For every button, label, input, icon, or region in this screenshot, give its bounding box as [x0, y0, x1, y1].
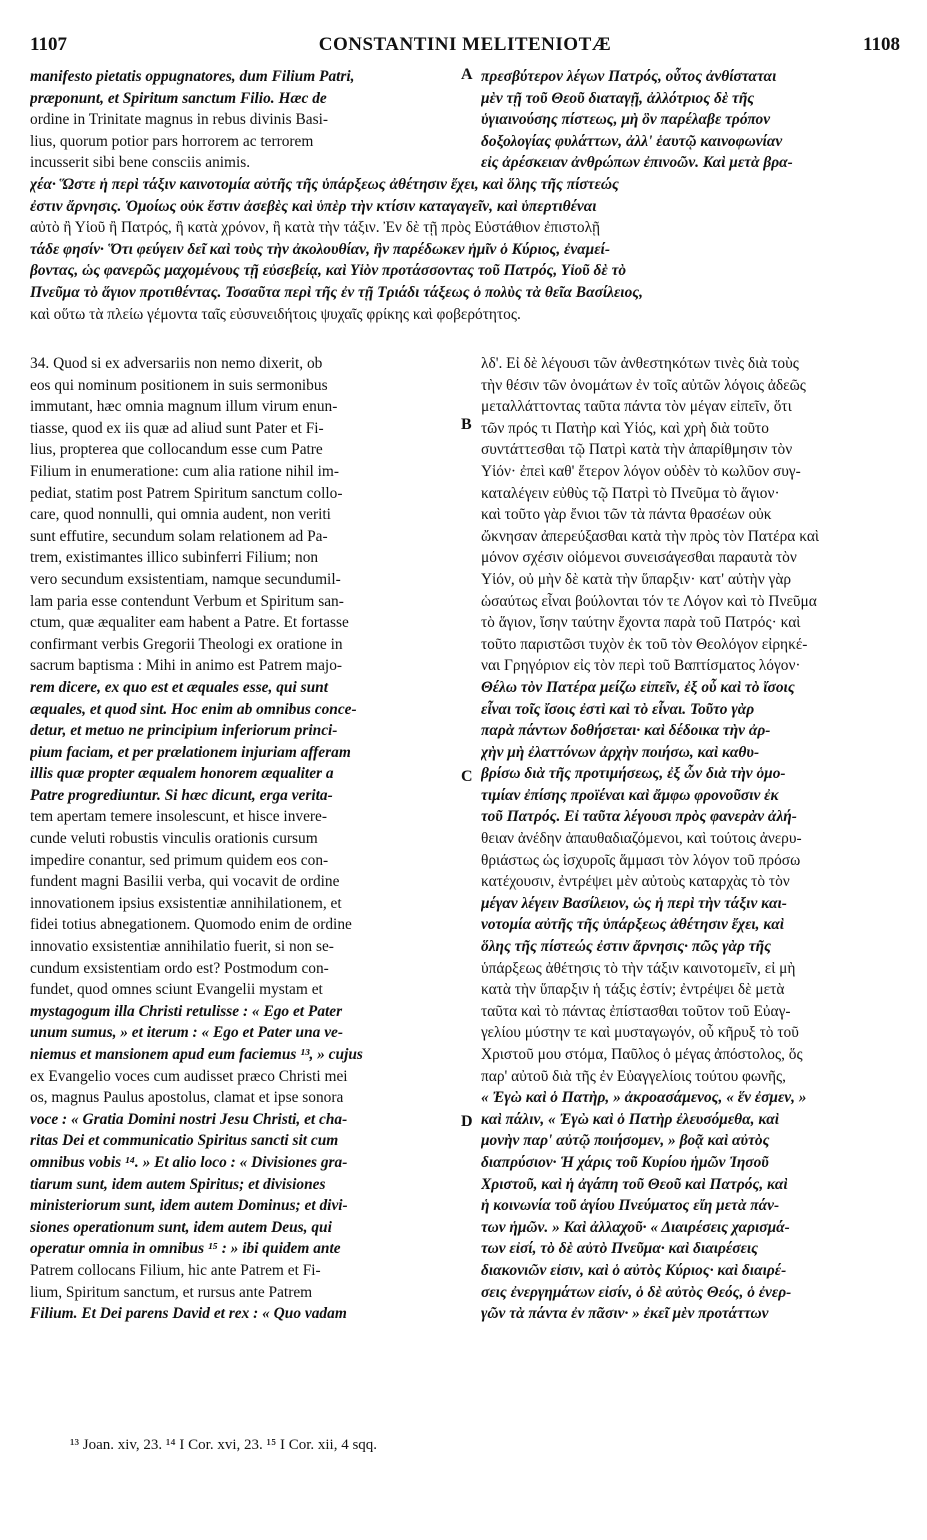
text-line: ὑγιαινούσης πίστεως, μὴ ὃν παρέλαβε τρόπον	[481, 111, 771, 129]
text-line: βοντας, ὡς φανερῶς μαχομένους τῇ εὐσεβείᾳ, καὶ Υἱὸν προτάσσοντας τοῦ Πατρός, Υἱοῦ δὲ τὸ	[30, 262, 627, 280]
text-line: παρὰ πάντων δοθήσεται· καὶ δέδοικα τὴν ἀρ-	[481, 722, 771, 740]
text-line: ministeriorum sunt, idem autem Dominus; et divi-	[30, 1197, 348, 1215]
text-line: operatur omnia in omnibus ¹⁵ : » ibi quidem ante	[30, 1240, 341, 1258]
text-line: ὑπάρξεως ἀθέτησις τὸ τὴν τάξιν καινοτομεῖν, εἰ μὴ	[481, 959, 796, 977]
text-line: των εἰσί, τὸ δὲ αὐτὸ Πνεῦμα· καὶ διαιρέσεις	[481, 1240, 758, 1258]
text-line: manifesto pietatis oppugnatores, dum Filium Patri,	[30, 68, 355, 85]
text-line: τὴν θέσιν τῶν ὀνομάτων ἐν τοῖς αὐτῶν λόγοις ἀδεῶς	[481, 376, 806, 394]
text-line: incusserit sibi bene consciis animis.	[30, 154, 251, 172]
text-line: 34. Quod si ex adversariis non nemo dixerit, ob	[30, 355, 323, 372]
text-line: μεταλλάττοντας ταῦτα πάντα τὸν μέγαν εἰπεῖν, ὅτι	[481, 398, 792, 416]
text-line: συντάττεσθαι τῷ Πατρὶ κατὰ τὴν ἀπαρίθμησιν τὸν	[481, 441, 793, 459]
text-line: æquales, et quod sint. Hoc enim ab omnibus conce-	[30, 700, 357, 718]
text-line: τοῦ Πατρός. Εἰ ταῦτα λέγουσι πρὸς φανερὰν ἀλή-	[481, 808, 797, 826]
text-line: vero secundum exsistentiam, namque secundumil-	[30, 570, 341, 588]
page-number-right: 1108	[863, 34, 900, 55]
text-line: Filium. Et Dei parens David et rex : « Quo vadam	[30, 1305, 347, 1323]
text-line: siones operationum sunt, idem autem Deus, qui	[30, 1218, 332, 1236]
section-marker-c: C	[461, 768, 473, 785]
text-line: cundum exsistentiam ordo est? Postmodum con-	[30, 959, 329, 977]
text-line: κατέχουσιν, ἐντρέψει μὲν αὐτοὺς καταρχὰς τὸ τὸν	[481, 873, 790, 891]
text-line: tiasse, quod ex iis quæ ad aliud sunt Pater et Fi-	[30, 419, 324, 437]
text-line: ὡσαύτως εἶναι βούλονται τόν τε Λόγον καὶ τὸ Πνεῦμα	[481, 592, 817, 610]
text-line: omnibus vobis ¹⁴. » Et alio loco : « Divisiones gra-	[30, 1153, 348, 1171]
text-line: τοῦτο παριστῶσι τυχὸν ἐκ τοῦ τὸν Θεολόγον εἰρηκέ-	[481, 635, 808, 653]
text-line: παρ' αὐτοῦ διὰ τῆς ἐν Εὐαγγελίοις τούτου φωνῆς,	[481, 1067, 786, 1085]
text-line: διαπρύσιον· Ἡ χάρις τοῦ Κυρίου ἡμῶν Ἰησοῦ	[481, 1153, 769, 1171]
text-line: voce : « Gratia Domini nostri Jesu Christi, et cha-	[30, 1110, 348, 1128]
text-line: καὶ οὕτω τὰ πλείω γέμοντα ταῖς εὐσυνειδήτοις ψυχαῖς φρίκης καὶ φοβερότητος.	[30, 305, 521, 323]
section-marker-d: D	[461, 1113, 473, 1130]
text-line: νοτομία αὐτῆς τῆς ὑπάρξεως ἀθέτησιν ἔχει, καὶ	[481, 916, 785, 934]
text-line: χέα· Ὥστε ἡ περὶ τάξιν καινοτομία αὐτῆς τῆς ὑπάρξεως ἀθέτησιν ἔχει, καὶ ὅλης τῆς πίστεώς	[30, 176, 619, 193]
text-line: innovatio exsistentiæ annihilatio fuerit, si non se-	[30, 938, 334, 956]
text-line: τῶν πρός τι Πατὴρ καὶ Υἱός, καὶ χρὴ διὰ τοῦτο	[481, 419, 769, 437]
text-line: βρίσω διὰ τῆς προτιμήσεως, ἐξ ὧν διὰ τὴν ὁμο-	[481, 765, 786, 783]
text-line: ordine in Trinitate magnus in rebus divinis Basi-	[30, 111, 328, 129]
text-line: pium faciam, et per prælationem injuriam afferam	[30, 743, 351, 761]
text-line: tem apertam temere insolescunt, et hisce invere-	[30, 808, 327, 826]
text-line: fidei totius abnegationem. Quomodo enim de ordine	[30, 916, 352, 934]
text-line: unum sumus, » et iterum : « Ego et Pater una ve-	[30, 1024, 343, 1042]
text-line: ὤκνησαν ἀπερεύξασθαι κατὰ τὴν πρὸς τὸν Πατέρα καὶ	[481, 527, 820, 545]
text-line: eos qui nominum positionem in suis sermonibus	[30, 376, 328, 394]
text-line: καὶ τοῦτο γὰρ ἔνιοι τῶν τὰ πάντα θρασέων οὐκ	[481, 506, 772, 524]
text-line: μὲν τῇ τοῦ Θεοῦ διαταγῇ, ἀλλότριος δὲ τῆς	[481, 89, 755, 107]
running-title: CONSTANTINI MELITENIOTÆ	[318, 34, 612, 55]
text-line: Πνεῦμα τὸ ἅγιον προτιθέντας. Τοσαῦτα περὶ τῆς ἐν τῇ Τριάδι τάξεως ὁ πολὺς τὰ θεῖα Βασίλειος,	[30, 283, 643, 301]
text-line: μέγαν λέγειν Βασίλειον, ὡς ἡ περὶ τὴν τάξιν και-	[481, 894, 787, 912]
greek-column	[481, 353, 903, 1325]
text-line: κατὰ τὴν ὕπαρξιν ἡ τάξις ἐστίν; ἐντρέψει δὲ μετὰ	[481, 981, 785, 999]
text-line: Υἱόν· ἐπεὶ καθ' ἕτερον λόγον οὐδὲν τὸ κωλῦον συγ-	[481, 462, 801, 480]
text-line: πρεσβύτερον λέγων Πατρός, οὗτος ἀνθίσταται	[481, 68, 777, 85]
text-line: μονὴν παρ' αὐτῷ ποιήσομεν, » βοᾷ καὶ αὐτὸς	[481, 1132, 770, 1150]
text-line: Θέλω τὸν Πατέρα μείζω εἰπεῖν, ἐξ οὗ καὶ τὸ ἴσοις	[481, 678, 795, 696]
text-line: των ἡμῶν. » Καὶ ἀλλαχοῦ· « Διαιρέσεις χαρισμά-	[481, 1218, 790, 1236]
latin-column	[30, 353, 458, 1325]
text-line: εἰς ἀρέσκειαν ἀνθρώπων ἐπινοῶν. Καὶ μετὰ βρα-	[481, 154, 793, 172]
text-line: tiarum sunt, idem autem Spiritus; et divisiones	[30, 1175, 326, 1193]
text-line: Υἱόν, οὐ μὴν δὲ κατὰ τὴν ὕπαρξιν· κατ' αὐτὴν γὰρ	[481, 570, 792, 588]
text-line: τάδε φησίν· Ὅτι φεύγειν δεῖ καὶ τοὺς τὴν ἀκολουθίαν, ἣν παρέδωκεν ἡμῖν ὁ Κύριος, ἐναμεί-	[30, 240, 610, 258]
text-line: rem dicere, ex quo est et æquales esse, qui sunt	[30, 678, 328, 696]
text-line: ναι Γρηγόριον εἰς τὸν περὶ τοῦ Βαπτίσματος λόγον·	[481, 657, 801, 675]
text-line: « Ἐγὼ καὶ ὁ Πατὴρ, » ἀκροασάμενος, « ἕν ἐσμεν, »	[481, 1089, 807, 1107]
text-line: Χριστοῦ, καὶ ἡ ἀγάπη τοῦ Θεοῦ καὶ Πατρός, καὶ	[481, 1175, 788, 1193]
text-line: innovationem ipsius exsistentiæ annihilationem, et	[30, 894, 342, 912]
text-line: præponunt, et Spiritum sanctum Filio. Hæc de	[30, 89, 327, 107]
text-line: ritas Dei et communicatio Spiritus sancti sit cum	[30, 1132, 339, 1150]
section-marker-b: B	[461, 416, 472, 433]
text-line: cunde veluti robustis vinculis orationis cursum	[30, 830, 318, 848]
text-line: γῶν τὰ πάντα ἐν πᾶσιν· » ἐκεῖ μὲν προτάττων	[481, 1305, 769, 1323]
text-line: lam paria esse contendunt Verbum et Spiritum san-	[30, 592, 344, 610]
text-line: lius, propterea que collocandum esse cum Patre	[30, 441, 323, 459]
text-line: niemus et mansionem apud eum faciemus ¹³, » cujus	[30, 1046, 363, 1063]
text-line: sacrum baptisma : Mihi in animo est Patrem majo-	[30, 657, 343, 675]
text-line: διακονιῶν εἰσιν, καὶ ὁ αὐτὸς Κύριος· καὶ διαιρέ-	[481, 1261, 787, 1279]
text-line: λδ'. Εἰ δὲ λέγουσι τῶν ἀνθεστηκότων τινὲς διὰ τοὺς	[481, 355, 799, 372]
text-line: ἐστιν ἄρνησις. Ὁμοίως οὐκ ἔστιν ἀσεβὲς καὶ ὑπὲρ τὴν κτίσιν καταγαγεῖν, καὶ ὑπερτιθέναι	[30, 197, 597, 215]
text-line: σεις ἐνεργημάτων εἰσίν, ὁ δὲ αὐτὸς Θεός, ὁ ἐνερ-	[481, 1283, 792, 1301]
text-line: αὐτὸ ἢ Υἱοῦ ἢ Πατρός, ἢ κατὰ χρόνον, ἢ κατὰ τὴν τάξιν. Ἐν δὲ τῇ πρὸς Εὐστάθιον ἐπιστολῇ	[30, 219, 601, 237]
text-line: fundent magni Basilii verba, qui vocavit de ordine	[30, 873, 340, 891]
top-latin-column	[30, 66, 458, 174]
text-line: mystagogum illa Christi retulisse : « Ego et Pater	[30, 1002, 343, 1020]
text-line: τιμίαν ἐπίσης προϊέναι καὶ ἄμφω φρονοῦσιν ἐκ	[481, 786, 779, 804]
section-marker-a: A	[461, 66, 473, 83]
text-line: ταῦτα καὶ τὸ πάντας ἐπίστασθαι τοῦτον τοῦ Εὐαγ-	[481, 1002, 791, 1020]
text-line: illis quæ propter æqualem honorem æqualiter a	[30, 765, 334, 783]
text-line: μόνον σχέσιν οἰόμενοι συνεισάγεσθαι παραυτὰ τὸν	[481, 549, 797, 567]
text-line: Patre progrediuntur. Si hæc dicunt, erga verita-	[30, 786, 333, 804]
text-line: ex Evangelio voces cum audisset præco Christi mei	[30, 1067, 348, 1085]
text-line: os, magnus Paulus apostolus, clamat et ipse sonora	[30, 1089, 344, 1107]
text-line: pediat, statim post Patrem Spiritum sanctum collo-	[30, 484, 343, 502]
running-header	[30, 34, 900, 64]
text-line: confirmant verbis Gregorii Theologi ex oratione in	[30, 635, 343, 653]
text-line: lium, Spiritum sanctum, et rursus ante Patrem	[30, 1283, 313, 1301]
text-line: ἡ κοινωνία τοῦ ἁγίου Πνεύματος εἴη μετὰ πάν-	[481, 1197, 780, 1215]
text-line: τὸ ἅγιον, ἴσην ταύτην ἔχοντα παρὰ τοῦ Πατρός· καὶ	[481, 614, 801, 632]
text-line: lius, quorum potior pars horrorem ac terrorem	[30, 132, 314, 150]
text-line: θειαν ἀνέδην ἀπαυθαδιαζόμενοι, καὶ τούτοις ἀνερυ-	[481, 830, 802, 848]
text-line: sunt effutire, secundum solam relationem ad Pa-	[30, 527, 328, 545]
page-number-left: 1107	[30, 34, 67, 55]
text-line: care, quod nonnulli, qui omnia audent, non veriti	[30, 506, 331, 524]
text-line: Patrem collocans Filium, hic ante Patrem et Fi-	[30, 1261, 321, 1279]
text-line: καταλέγειν εὐθὺς τῷ Πατρὶ τὸ Πνεῦμα τὸ ἅγιον·	[481, 484, 780, 502]
footnotes: ¹³ Joan. xiv, 23. ¹⁴ I Cor. xvi, 23. ¹⁵ I Cor. xii, 4 sqq.	[70, 1437, 378, 1453]
text-line: καὶ πάλιν, « Ἐγὼ καὶ ὁ Πατὴρ ἐλευσόμεθα, καὶ	[481, 1110, 780, 1128]
text-line: ὅλης τῆς πίστεώς ἐστιν ἄρνησις· πῶς γὰρ τῆς	[481, 938, 771, 956]
text-line: εἶναι τοῖς ἴσοις ἐστὶ καὶ τὸ εἶναι. Τοῦτο γὰρ	[481, 700, 755, 718]
text-line: trem, existimantes illico subinferri Filium; non	[30, 549, 319, 567]
text-line: immutant, hæc omnia magnum illum virum enun-	[30, 398, 338, 416]
text-line: θριάστως ὡς ἰσχυροῖς ἅμμασι τὸν λόγον τοῦ πρόσω	[481, 851, 801, 869]
text-line: δοξολογίας φυλάττων, ἀλλ' ἑαυτῷ καινοφωνίαν	[481, 132, 783, 150]
text-line: fundet, quod omnes sciunt Evangelii mystam et	[30, 981, 323, 999]
text-line: Χριστοῦ μου στόμα, Παῦλος ὁ μέγας ἀπόστολος, ὅς	[481, 1046, 803, 1063]
full-width-greek-paragraph	[30, 174, 904, 325]
text-line: ctum, quæ æqualiter eam habent a Patre. Et fortasse	[30, 614, 349, 632]
text-line: impedire conantur, sed primum quidem eos con-	[30, 851, 329, 869]
text-line: detur, et metuo ne principium inferiorum princi-	[30, 722, 338, 740]
text-line: Filium in enumeratione: cum alia ratione nihil im-	[30, 462, 340, 480]
text-line: γελίου μύστην τε καὶ μυσταγωγόν, οὗ κῆρυξ τὸ τοῦ	[481, 1024, 799, 1042]
top-greek-column	[481, 66, 903, 174]
text-line: χὴν μὴ ἐλαττόνων ἀρχὴν ποιήσω, καὶ καθυ-	[481, 743, 760, 761]
